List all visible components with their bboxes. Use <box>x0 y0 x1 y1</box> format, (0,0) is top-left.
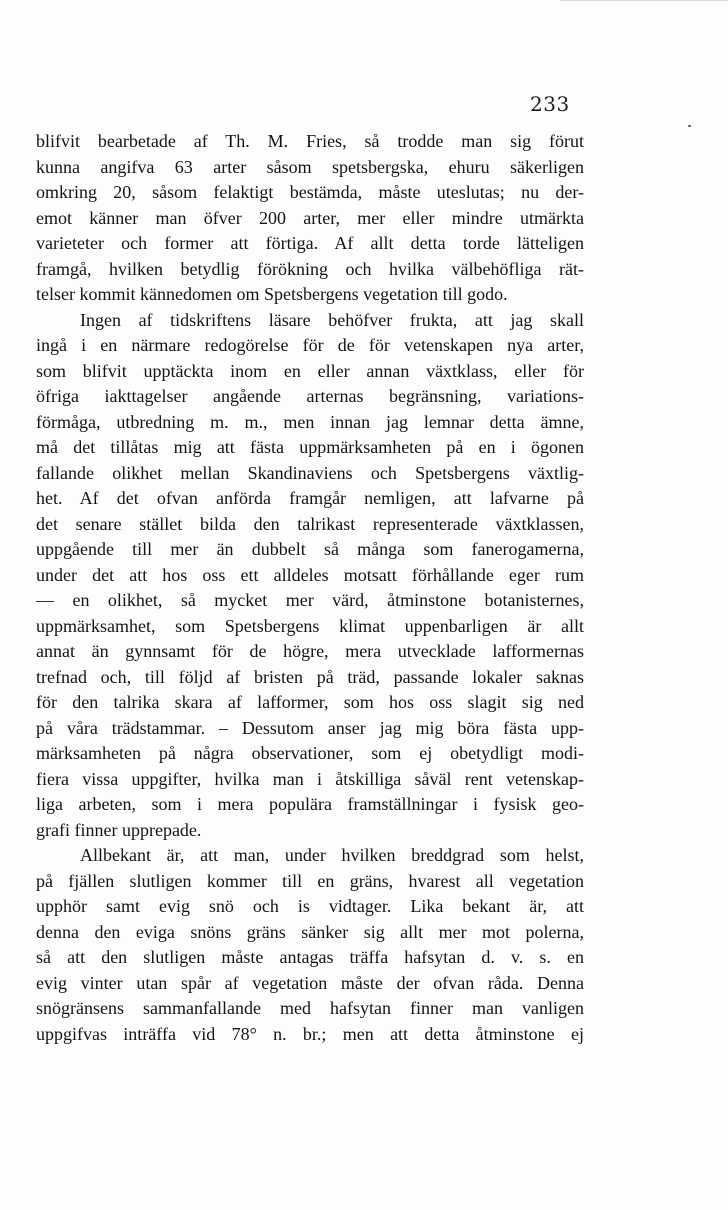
text-line: annat än gynnsamt för de högre, mera utvecklade lafformernas <box>36 641 584 661</box>
text-line: upphör samt evig snö och is vidtager. Lika bekant är, att <box>36 896 584 916</box>
text-line: het. Af det ofvan anförda framgår nemligen, att lafvarne på <box>36 488 584 508</box>
scan-edge-line <box>560 0 728 1</box>
text-line: uppmärksamhet, som Spetsbergens klimat uppenbarligen är allt <box>36 615 584 636</box>
body-text <box>36 129 584 1047</box>
text-line: grafi finner upprepade. <box>36 819 202 840</box>
text-line: denna den eviga snöns gräns sänker sig allt mer mot polerna, <box>36 921 584 942</box>
text-line: kunna angifva 63 arter såsom spetsbergska, ehuru säkerligen <box>36 156 584 177</box>
text-line: uppgifvas inträffa vid 78° n. br.; men att detta åtminstone ej <box>36 1023 584 1044</box>
text-line: fiera vissa uppgifter, hvilka man i åtskilliga såväl rent vetenskap- <box>36 768 584 789</box>
text-line: under det att hos oss ett alldeles motsatt förhållande eger rum <box>36 564 584 585</box>
text-line: — en olikhet, så mycket mer värd, åtminstone botanisternes, <box>36 590 584 610</box>
text-line: blifvit bearbetade af Th. M. Fries, så trodde man sig förut <box>36 131 584 151</box>
text-line: Ingen af tidskriftens läsare behöfver frukta, att jag skall <box>80 309 584 330</box>
text-line: trefnad och, till följd af bristen på träd, passande lokaler saknas <box>36 666 584 687</box>
text-line: på våra trädstammar. – Dessutom anser jag mig böra fästa upp- <box>36 717 584 738</box>
page-number: 233 <box>530 92 570 116</box>
text-line: telser kommit kännedomen om Spetsbergens vegetation till godo. <box>36 284 508 304</box>
text-line: som blifvit upptäckta inom en eller annan växtklass, eller för <box>36 360 584 381</box>
text-line: liga arbeten, som i mera populära framställningar i fysisk geo- <box>36 794 584 814</box>
text-line: snögränsens sammanfallande med hafsytan finner man vanligen <box>36 998 584 1018</box>
text-line: må det tillåtas mig att fästa uppmärksamheten på en i ögonen <box>36 437 584 457</box>
scan-speck <box>688 125 691 127</box>
text-line: öfriga iakttagelser angående arternas begränsning, variations- <box>36 386 584 406</box>
text-line: på fjällen slutligen kommer till en gräns, hvarest all vegetation <box>36 870 584 891</box>
text-line: Allbekant är, att man, under hvilken breddgrad som helst, <box>80 845 584 865</box>
text-line: fallande olikhet mellan Skandinaviens och Spetsbergens växtlig- <box>36 462 584 483</box>
text-line: evig vinter utan spår af vegetation måste der ofvan råda. Denna <box>36 972 584 993</box>
text-line: så att den slutligen måste antagas träffa hafsytan d. v. s. en <box>36 947 584 967</box>
text-line: ingå i en närmare redogörelse för de för vetenskapen nya arter, <box>36 335 584 355</box>
text-line: varieteter och former att förtiga. Af allt detta torde lätteligen <box>36 233 584 253</box>
text-line: förmåga, utbredning m. m., men innan jag lemnar detta ämne, <box>36 411 584 432</box>
text-line: framgå, hvilken betydlig förökning och hvilka välbehöfliga rät- <box>36 258 584 279</box>
text-line: emot känner man öfver 200 arter, mer eller mindre utmärkta <box>36 207 584 228</box>
text-line: omkring 20, såsom felaktigt bestämda, måste uteslutas; nu der- <box>36 182 584 202</box>
text-line: det senare stället bilda den talrikast representerade växtklassen, <box>36 513 584 534</box>
text-line: för den talrika skara af lafformer, som hos oss slagit sig ned <box>36 692 584 712</box>
text-line: uppgående till mer än dubbelt så många som fanerogamerna, <box>36 539 584 559</box>
text-line: märksamheten på några observationer, som ej obetydligt modi- <box>36 743 584 763</box>
